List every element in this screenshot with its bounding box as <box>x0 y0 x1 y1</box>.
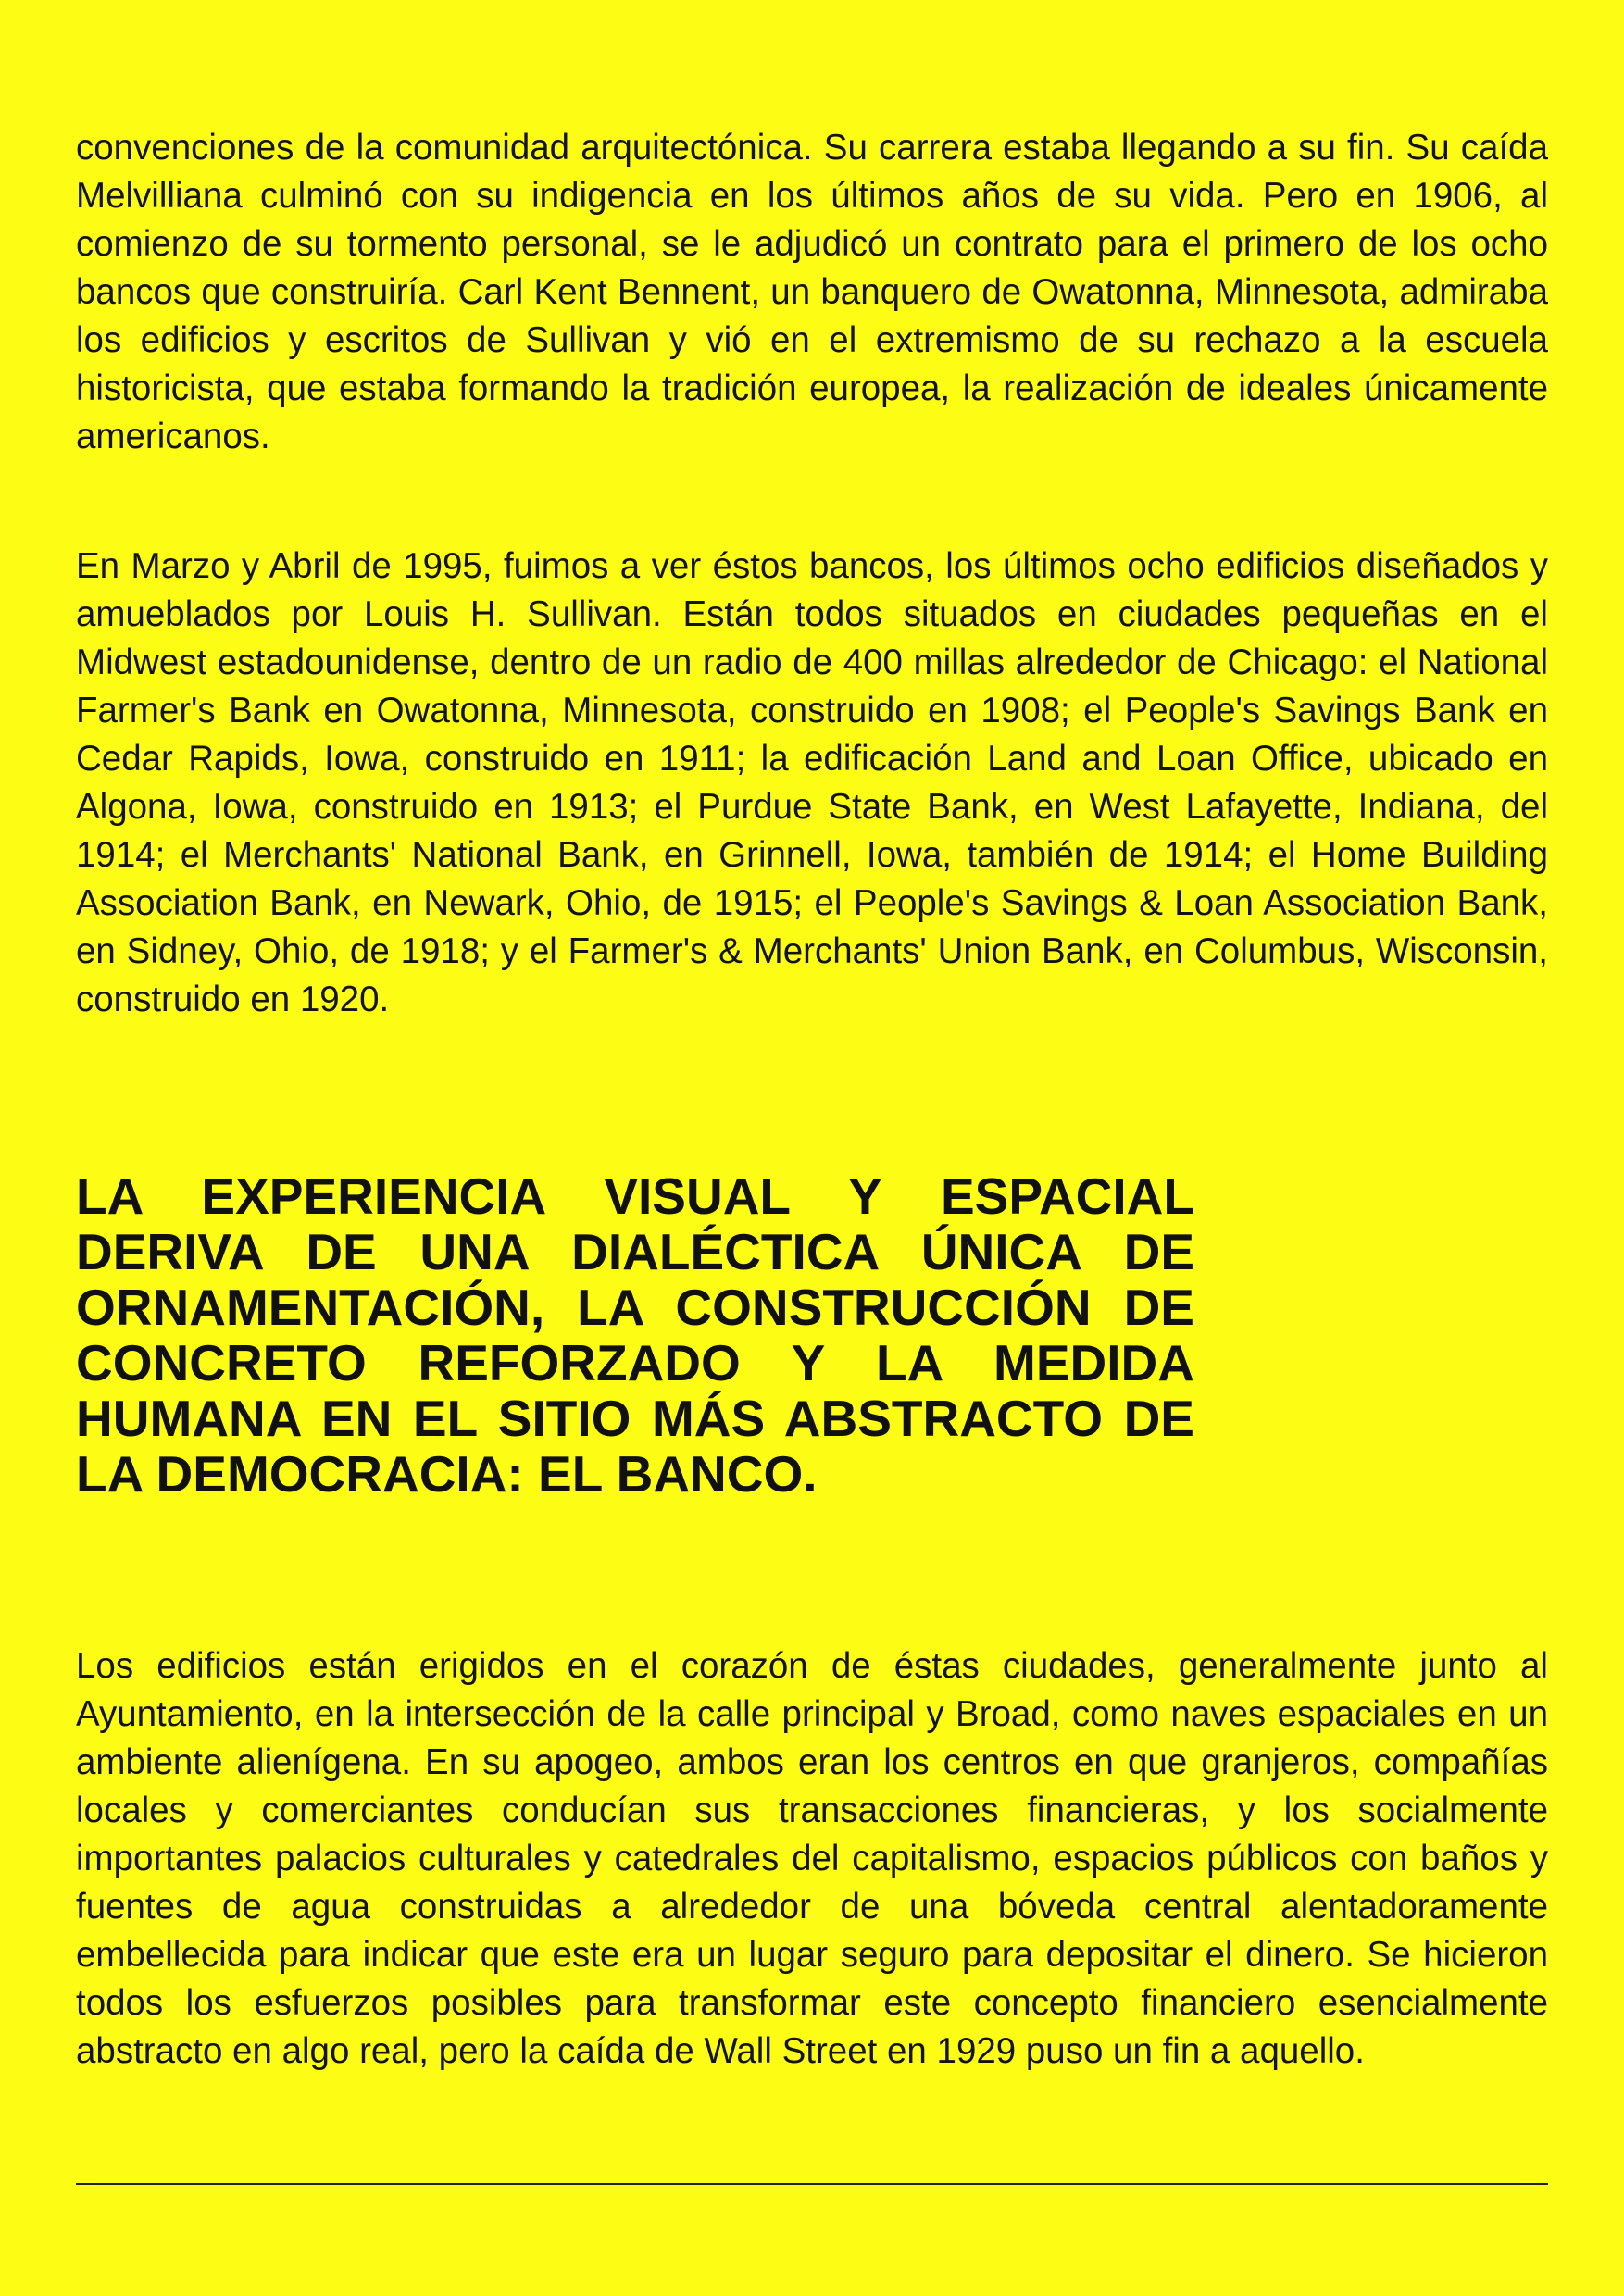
pull-quote: LA EXPERIENCIA VISUAL Y ESPACIAL DERIVA DE UNA DIALÉCTICA ÚNICA DE ORNAMENTACIÓN, LA CONSTRUCCIÓN DE CONCRETO REFORZADO Y LA MEDIDA HUMANA EN EL SITIO MÁS ABSTRACTO DE LA DEMOCRACIA: EL BANCO. <box>76 1167 1194 1503</box>
document-page <box>76 0 1548 2296</box>
body-paragraph-3: Los edificios están erigidos en el corazón de éstas ciudades, generalmente junto al Ayuntamiento, en la intersección de la calle principal y Broad, como naves espaciales en un ambiente alienígena. En su apogeo, ambos eran los centros en que granjeros, compañías locales y comerciantes conducían sus transacciones financieras, y los socialmente importantes palacios culturales y catedrales del capitalismo, espacios públicos con baños y fuentes de agua construidas a alrededor de una bóveda central alentadoramente embellecida para indicar que este era un lugar seguro para depositar el dinero. Se hicieron todos los esfuerzos posibles para transformar este concepto financiero esencialmente abstracto en algo real, pero la caída de Wall Street en 1929 puso un fin a aquello. <box>76 1646 1548 2071</box>
body-paragraph-2: En Marzo y Abril de 1995, fuimos a ver éstos bancos, los últimos ocho edificios diseñados y amueblados por Louis H. Sullivan. Están todos situados en ciudades pequeñas en el Midwest estadounidense, dentro de un radio de 400 millas alrededor de Chicago: el National Farmer's Bank en Owatonna, Minnesota, construido en 1908; el People's Savings Bank en Cedar Rapids, Iowa, construido en 1911; la edificación Land and Loan Office, ubicado en Algona, Iowa, construido en 1913; el Purdue State Bank, en West Lafayette, Indiana, del 1914; el Merchants' National Bank, en Grinnell, Iowa, también de 1914; el Home Building Association Bank, en Newark, Ohio, de 1915; el People's Savings & Loan Association Bank, en Sidney, Ohio, de 1918; y el Farmer's & Merchants' Union Bank, en Columbus, Wisconsin, construido en 1920. <box>76 546 1548 1019</box>
section-divider <box>76 2183 1548 2185</box>
body-paragraph-1: convenciones de la comunidad arquitectónica. Su carrera estaba llegando a su fin. Su caída Melvilliana culminó con su indigencia en los últimos años de su vida. Pero en 1906, al comienzo de su tormento personal, se le adjudicó un contrato para el primero de los ocho bancos que construiría. Carl Kent Bennent, un banquero de Owatonna, Minnesota, admiraba los edificios y escritos de Sullivan y vió en el extremismo de su rechazo a la escuela historicista, que estaba formando la tradición europea, la realización de ideales únicamente americanos. <box>76 128 1548 456</box>
